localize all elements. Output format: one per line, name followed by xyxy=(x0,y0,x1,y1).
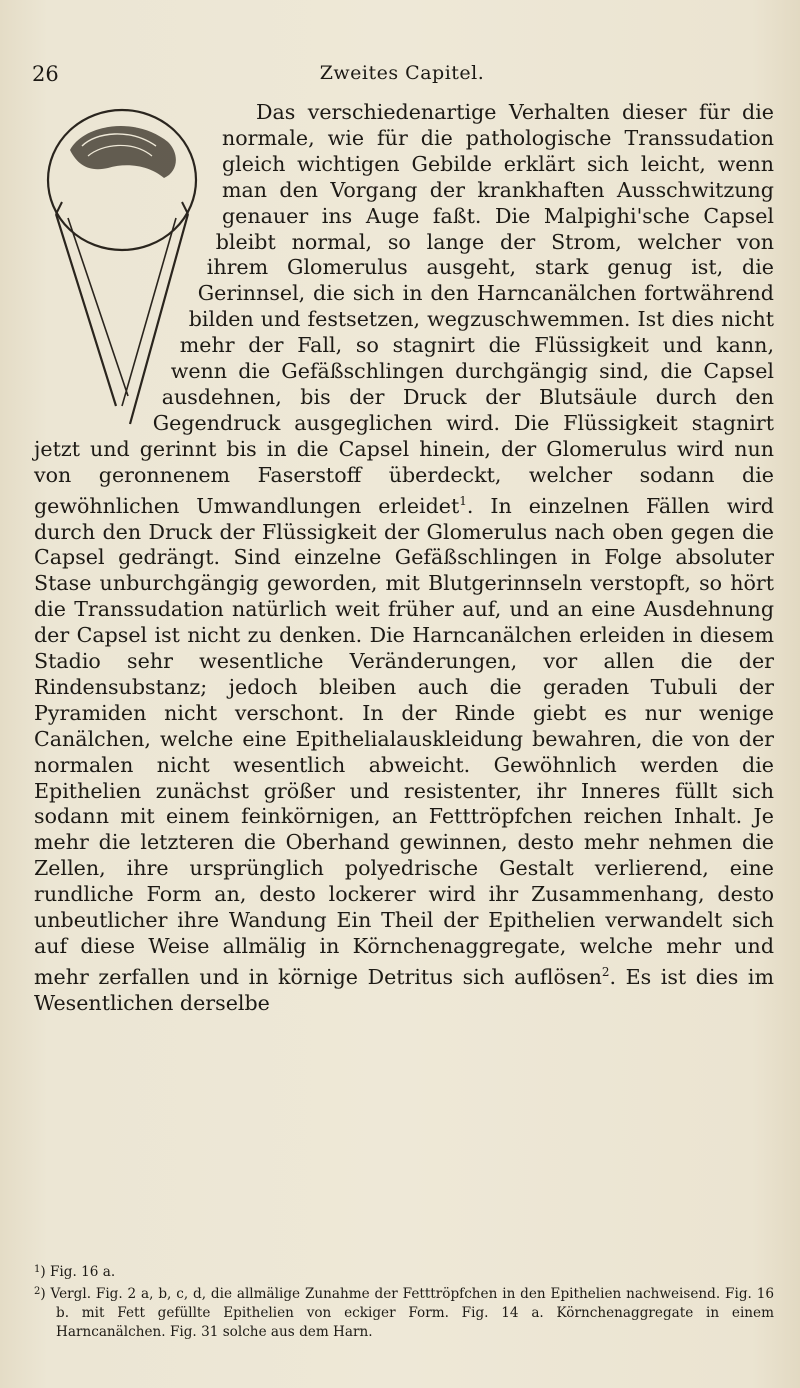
footnote: $^1$) Fig. 16 a. xyxy=(34,1264,116,1280)
page-number: 26 xyxy=(32,62,59,86)
main-text xyxy=(34,100,774,1017)
footnote-mark: 2 xyxy=(34,1286,41,1297)
footnote-text: Vergl. Fig. 2 a, b, c, d, die allmälige Zunahme der Fetttröpfchen in den Epithelien nachweisend. Fig. 16 b. mit Fett gefüllte Epithelien von eckiger Form. Fig. 14 a. Körnchenaggregate in einem Harncanälchen. Fig. 31 solche aus dem Harn. xyxy=(50,1286,774,1340)
footnote: $^2$) Vergl. Fig. 2 a, b, c, d, die allmälige Zunahme der Fetttröpfchen in den Epithelien nachweisend. Fig. 16 b. mit Fett gefüllte Epithelien von eckiger Form. Fig. 14 a. Körnchenaggregate in einem Harncanälchen. Fig. 31 solche aus dem Harn. xyxy=(34,1286,774,1340)
running-title: Zweites Capitel. xyxy=(319,62,485,84)
body-paragraph: Das verschiedenartige Verhalten dieser für die normale, wie für die pathologische Transsudation gleich wichtigen Gebilde erklärt sich leicht, wenn man den Vorgang der krankhaften Ausschwitzung genauer ins Auge faßt. Die Malpighi'sche Capsel bleibt normal, so lange der Strom, welcher von ihrem Glomerulus ausgeht, stark genug ist, die Gerinnsel, die sich in den Harncanälchen fortwährend bilden und festsetzen, wegzuschwemmen. Ist dies nicht mehr der Fall, so stagnirt die Flüssigkeit und kann, wenn die Gefäßschlingen durchgängig sind, die Capsel ausdehnen, bis der Druck der Blutsäule durch den Gegendruck ausgeglichen wird. Die Flüssigkeit stagnirt jetzt und gerinnt bis in die Capsel hinein, der Glomerulus wird nun von geronnenem Faserstoff überdeckt, welcher sodann die gewöhnlichen Umwandlungen erleidet$^1$. In einzelnen Fällen wird durch den Druck der Flüssigkeit der Glomerulus nach oben gegen die Capsel gedrängt. Sind einzelne Gefäßschlingen in Folge absoluter Stase unburchgängig geworden, mit Blutgerinnseln verstopft, so hört die Transsudation natürlich weit früher auf, und an eine Ausdehnung der Capsel ist nicht zu denken. Die Harncanälchen erleiden in diesem Stadio sehr wesentliche Veränderungen, vor allen die der Rindensubstanz; jedoch bleiben auch die geraden Tubuli der Pyramiden nicht verschont. In der Rinde giebt es nur wenige Canälchen, welche eine Epithelialauskleidung bewahren, die von der normalen nicht wesentlich abweicht. Gewöhnlich werden die Epithelien zunächst größer und resistenter, ihr Inneres füllt sich sodann mit einem feinkörnigen, an Fetttröpfchen reichen Inhalt. Je mehr die letzteren die Oberhand gewinnen, desto mehr nehmen die Zellen, ihre ursprünglich polyedrische Gestalt verlierend, eine rundliche Form an, desto lockerer wird ihr Zusammenhang, desto unbeutlicher ihre Wandung Ein Theil der Epithelien verwandelt sich auf diese Weise allmälig in Körnchenaggregate, welche mehr und mehr zerfallen und in körnige Detritus sich auflösen$^2$. Es ist dies im Wesentlichen derselbe xyxy=(34,100,774,1015)
page-header xyxy=(32,62,772,90)
footnote-reference: 2 xyxy=(601,964,610,979)
footnote-reference: 1 xyxy=(459,493,467,508)
footnote-text: Fig. 16 a. xyxy=(50,1264,116,1280)
footnotes xyxy=(34,1260,774,1342)
footnote-mark: 1 xyxy=(34,1264,41,1275)
